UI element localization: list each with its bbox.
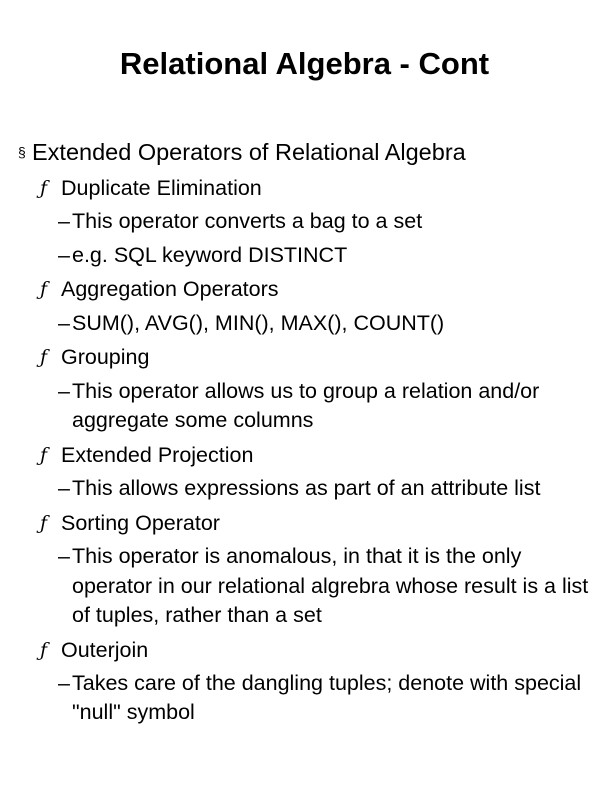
main-bullet-text: Extended Operators of Relational Algebra: [32, 139, 466, 165]
dash-bullet-icon: –: [58, 209, 70, 234]
detail-text: This operator is anomalous, in that it is the only operator in our relational algrebra whose result is a list of tuples, rather than a set: [72, 544, 589, 628]
detail-line: [58, 472, 603, 506]
main-bullet: [18, 136, 603, 168]
dash-bullet-icon: –: [58, 242, 70, 267]
detail-text: Takes care of the dangling tuples; denote with special "null" symbol: [72, 670, 582, 725]
detail-line: [58, 667, 603, 730]
detail-line: [58, 307, 603, 341]
sub-bullet-label: Aggregation Operators: [61, 277, 279, 302]
detail-text: SUM(), AVG(), MIN(), MAX(), COUNT(): [72, 310, 445, 335]
detail-text: This allows expressions as part of an attribute list: [72, 476, 541, 501]
sub-bullet: [18, 171, 603, 205]
sub-bullet-label: Outerjoin: [61, 637, 149, 662]
detail-line: [58, 375, 603, 438]
sub-bullet: [18, 340, 603, 374]
dash-bullet-icon: –: [58, 476, 70, 501]
dash-bullet-icon: –: [58, 670, 70, 695]
sub-bullet-icon: ƒ: [40, 346, 48, 369]
sub-bullet-icon: ƒ: [40, 177, 48, 199]
sub-bullet-label: Sorting Operator: [61, 510, 220, 535]
slide-content: [18, 136, 603, 730]
sub-bullet-icon: ƒ: [40, 278, 48, 301]
detail-line: [58, 239, 603, 273]
square-bullet-icon: §: [18, 144, 26, 160]
sub-bullet: [18, 506, 603, 540]
detail-text: e.g. SQL keyword DISTINCT: [72, 242, 348, 267]
sub-bullet-label: Extended Projection: [61, 442, 254, 467]
sub-bullet-label: Duplicate Elimination: [61, 176, 262, 200]
sub-bullet-icon: ƒ: [40, 511, 48, 534]
dash-bullet-icon: –: [58, 310, 70, 335]
sub-bullet-label: Grouping: [61, 345, 150, 370]
detail-line: [58, 540, 603, 633]
detail-text: This operator allows us to group a relation and/or aggregate some columns: [72, 378, 540, 433]
sub-bullet: [18, 633, 603, 667]
detail-text: This operator converts a bag to a set: [72, 209, 423, 234]
detail-line: [58, 205, 603, 239]
sub-bullet: [18, 438, 603, 472]
slide-title: Relational Algebra - Cont: [119, 46, 490, 81]
sub-bullet-icon: ƒ: [40, 443, 48, 466]
dash-bullet-icon: –: [58, 378, 70, 403]
sub-bullet: [18, 272, 603, 306]
sub-bullet-icon: ƒ: [40, 638, 48, 661]
dash-bullet-icon: –: [58, 544, 70, 569]
